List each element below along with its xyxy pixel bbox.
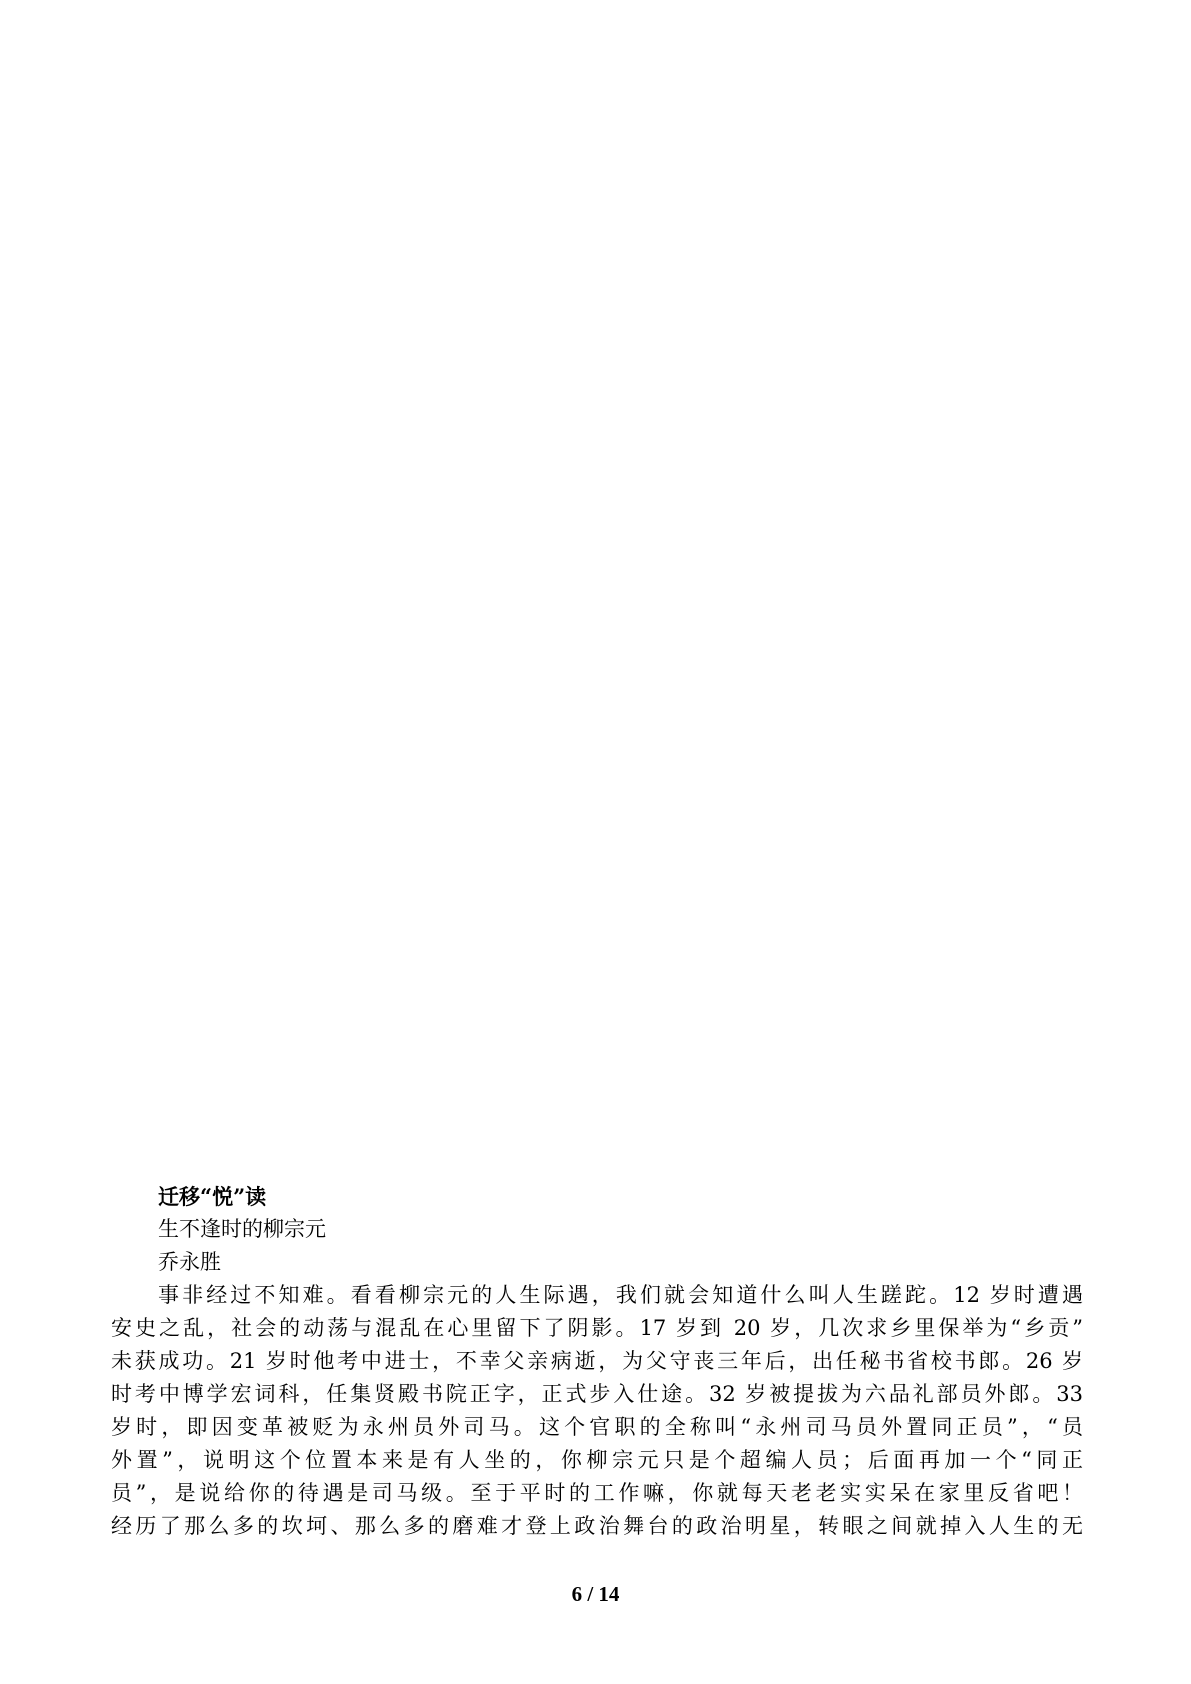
author-name: 乔永胜 bbox=[158, 1250, 221, 1274]
body-line: 未获成功。21 岁时他考中进士，不幸父亲病逝，为父守丧三年后，出任秘书省校书郎。26 岁 bbox=[111, 1349, 1083, 1373]
body-line: 安史之乱，社会的动荡与混乱在心里留下了阴影。17 岁到 20 岁，几次求乡里保举为“乡贡” bbox=[111, 1316, 1083, 1340]
body-line: 岁时，即因变革被贬为永州员外司马。这个官职的全称叫“永州司马员外置同正员”，“员 bbox=[111, 1415, 1083, 1439]
page-number: 6 / 14 bbox=[571, 1582, 620, 1606]
article-body bbox=[111, 1279, 1083, 1543]
body-line: 事非经过不知难。看看柳宗元的人生际遇，我们就会知道什么叫人生蹉跎。12 岁时遭遇 bbox=[158, 1283, 1083, 1307]
body-line: 时考中博学宏词科，任集贤殿书院正字，正式步入仕途。32 岁被提拔为六品礼部员外郎。33 bbox=[111, 1382, 1083, 1406]
body-line: 经历了那么多的坎坷、那么多的磨难才登上政治舞台的政治明星，转眼之间就掉入人生的无 bbox=[111, 1514, 1083, 1538]
section-title: 迁移“悦”读 bbox=[158, 1184, 267, 1209]
body-line: 员”，是说给你的待遇是司马级。至于平时的工作嘛，你就每天老老实实呆在家里反省吧！ bbox=[111, 1481, 1083, 1505]
body-line: 外置”，说明这个位置本来是有人坐的，你柳宗元只是个超编人员；后面再加一个“同正 bbox=[111, 1448, 1083, 1472]
article-title: 生不逢时的柳宗元 bbox=[158, 1217, 326, 1241]
article bbox=[111, 1180, 1083, 1543]
